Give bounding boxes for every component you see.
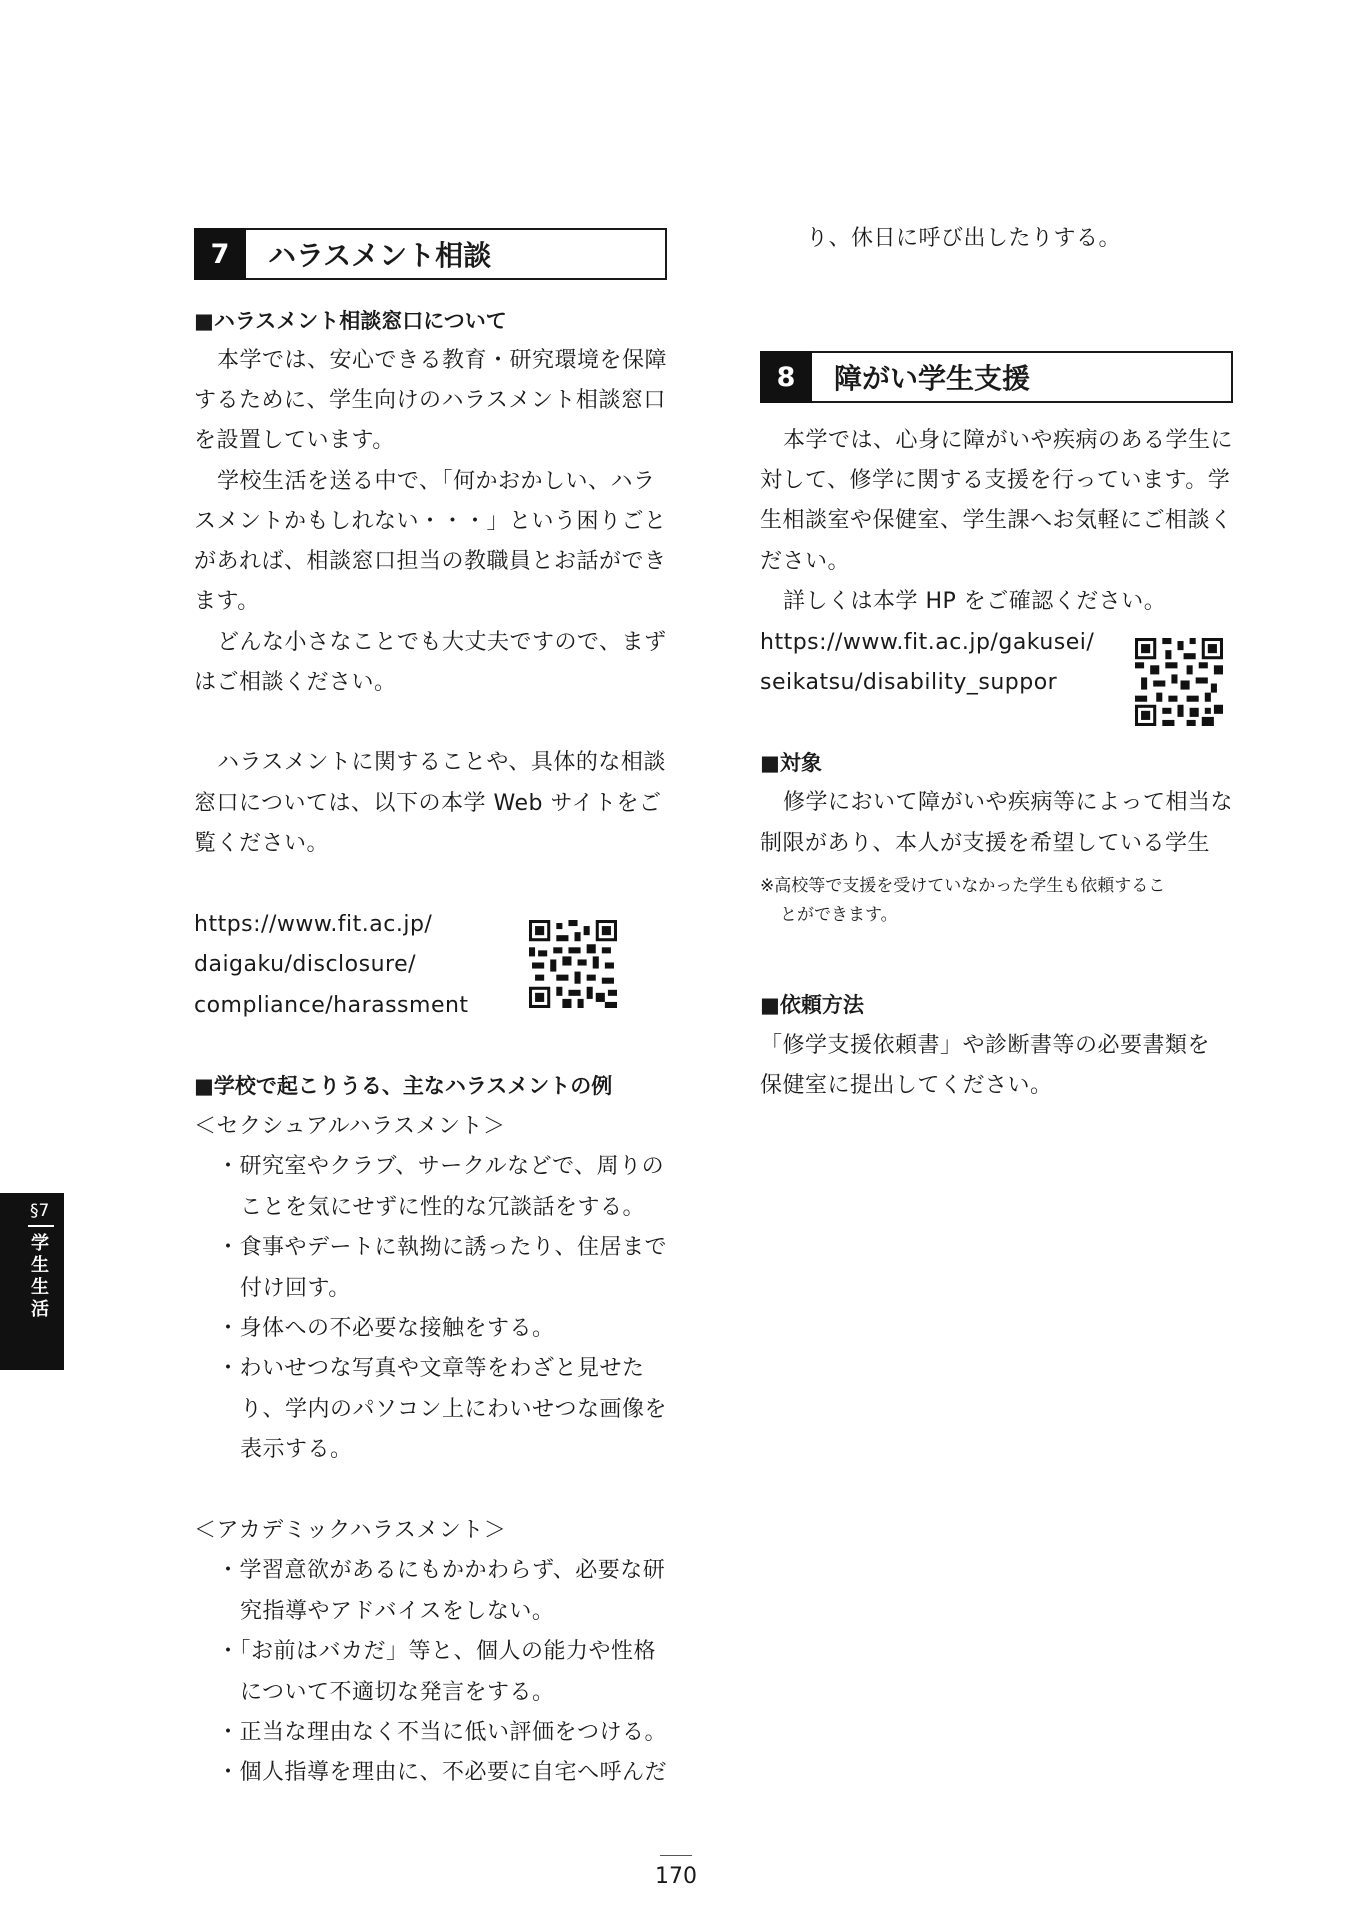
disability-support-qr-code[interactable] [1135, 638, 1223, 726]
section-7-heading [194, 228, 667, 280]
chapter-side-tab [0, 1193, 64, 1370]
paragraph-line: 詳しくは本学 HP をご確認ください。 [783, 589, 1167, 614]
harassment-url-line[interactable]: https://www.fit.ac.jp/ [194, 912, 433, 937]
section-number: 7 [194, 228, 246, 280]
list-item: ・「お前はバカだ」等と、個人の能力や性格 [217, 1639, 657, 1664]
side-tab-divider [28, 1225, 54, 1227]
section-number: 8 [760, 351, 812, 403]
list-item: り、学内のパソコン上にわいせつな画像を [240, 1397, 668, 1422]
paragraph-line: ます。 [194, 589, 260, 614]
page-number-rule [660, 1855, 692, 1856]
list-item: ・学習意欲があるにもかかわらず、必要な研 [217, 1558, 666, 1583]
disability-support-url-line[interactable]: seikatsu/disability_suppor [760, 670, 1058, 695]
paragraph-line: 本学では、安心できる教育・研究環境を保障 [217, 348, 668, 373]
subheading-harassment-examples: ■学校で起こりうる、主なハラスメントの例 [194, 1074, 613, 1098]
subheading-request-method: ■依頼方法 [760, 993, 864, 1017]
paragraph-line: ハラスメントに関することや、具体的な相談 [217, 750, 666, 775]
paragraph-line: 学校生活を送る中で、「何かおかしい、ハラ [217, 469, 656, 494]
section-title: 障がい学生支援 [834, 362, 1031, 395]
paragraph-line: 制限があり、本人が支援を希望している学生 [760, 831, 1211, 856]
chapter-section-number: §7 [30, 1201, 50, 1221]
chapter-label: 学生生活 [31, 1233, 49, 1320]
paragraph-line: 保健室に提出してください。 [760, 1073, 1053, 1098]
section-8-heading [760, 351, 1233, 403]
disability-support-url-line[interactable]: https://www.fit.ac.jp/gakusei/ [760, 630, 1095, 655]
category-academic-harassment: ＜アカデミックハラスメント＞ [194, 1518, 507, 1543]
list-item: 表示する。 [240, 1437, 353, 1462]
paragraph-line: 「修学支援依頼書」や診断書等の必要書類を [760, 1033, 1211, 1058]
list-item: ・正当な理由なく不当に低い評価をつける。 [217, 1720, 668, 1745]
subheading-target: ■対象 [760, 751, 822, 775]
paragraph-line: を設置しています。 [194, 428, 395, 453]
subheading-consultation-desk: ■ハラスメント相談窓口について [194, 309, 507, 333]
list-item: 究指導やアドバイスをしない。 [240, 1599, 555, 1624]
paragraph-line: 生相談室や保健室、学生課へお気軽にご相談く [760, 508, 1233, 533]
paragraph-line: 覧ください。 [194, 831, 330, 856]
list-item: ・研究室やクラブ、サークルなどで、周りの [217, 1154, 665, 1179]
harassment-qr-code[interactable] [529, 920, 617, 1008]
paragraph-line: 修学において障がいや疾病等によって相当な [783, 790, 1234, 815]
paragraph-line: はご相談ください。 [194, 670, 397, 695]
harassment-url-line[interactable]: daigaku/disclosure/ [194, 952, 417, 977]
paragraph-line: するために、学生向けのハラスメント相談窓口 [194, 388, 666, 413]
paragraph-line: ださい。 [760, 549, 851, 574]
list-item: 付け回す。 [240, 1276, 351, 1301]
section-title: ハラスメント相談 [268, 239, 492, 272]
harassment-url-line[interactable]: compliance/harassment [194, 993, 469, 1018]
list-item: ・個人指導を理由に、不必要に自宅へ呼んだ [217, 1760, 668, 1785]
paragraph-line: スメントかもしれない・・・」という困りごと [194, 509, 667, 534]
list-item: について不適切な発言をする。 [240, 1680, 555, 1705]
list-item: ・わいせつな写真や文章等をわざと見せた [217, 1356, 645, 1381]
paragraph-line: があれば、相談窓口担当の教職員とお話ができ [194, 549, 667, 574]
list-item: ・食事やデートに執拗に誘ったり、住居まで [217, 1235, 668, 1260]
paragraph-line: どんな小さなことでも大丈夫ですので、まず [217, 630, 667, 655]
paragraph-line: 本学では、心身に障がいや疾病のある学生に [783, 428, 1234, 453]
category-sexual-harassment: ＜セクシュアルハラスメント＞ [194, 1114, 506, 1139]
continued-list-item: り、休日に呼び出したりする。 [806, 226, 1122, 251]
page-number: 170 [655, 1864, 697, 1889]
list-item: ことを気にせずに性的な冗談話をする。 [240, 1195, 646, 1220]
list-item: ・身体への不必要な接触をする。 [217, 1316, 555, 1341]
note-line: ※高校等で支援を受けていなかった学生も依頼するこ [760, 876, 1166, 896]
paragraph-line: 対して、修学に関する支援を行っています。学 [760, 468, 1231, 493]
paragraph-line: 窓口については、以下の本学 Web サイトをご [194, 791, 662, 816]
note-line: とができます。 [780, 905, 898, 925]
